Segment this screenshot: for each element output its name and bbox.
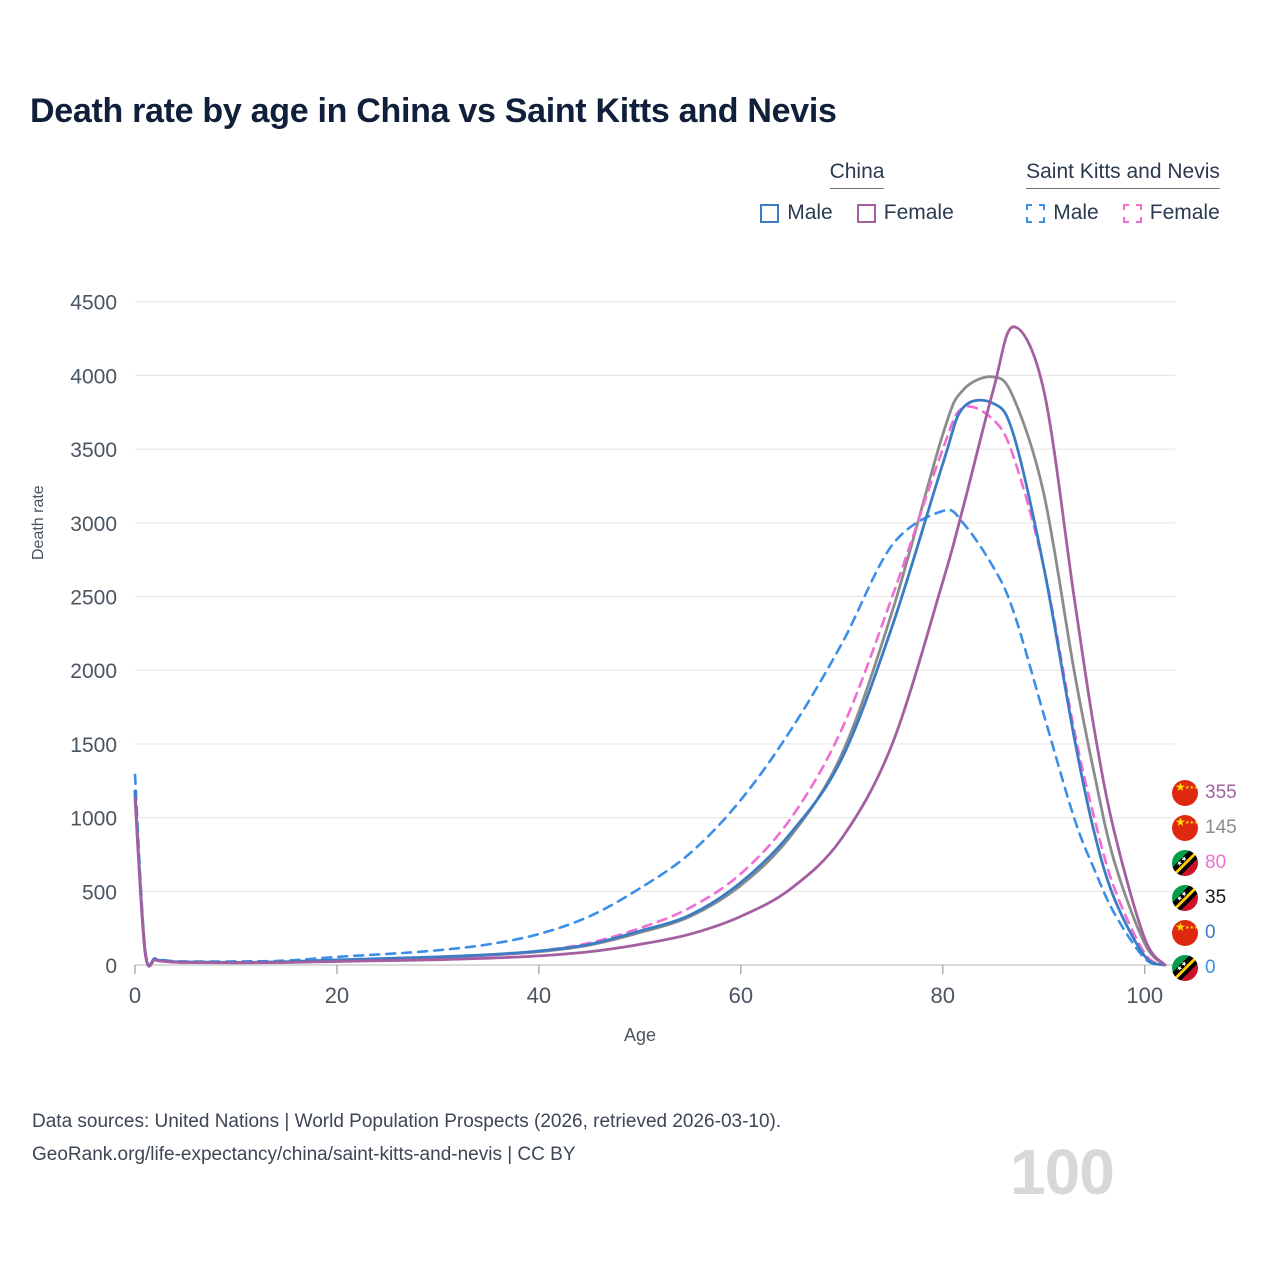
legend-swatch-icon bbox=[1123, 204, 1142, 223]
svg-text:60: 60 bbox=[728, 983, 754, 1008]
end-label-china-male bbox=[1172, 915, 1280, 950]
svg-text:0: 0 bbox=[105, 955, 117, 978]
legend-group-china bbox=[745, 160, 969, 225]
chart-legend bbox=[745, 160, 1265, 225]
chart-plot-area bbox=[0, 255, 1280, 1045]
end-label-skn-male-zero bbox=[1172, 950, 1280, 985]
svg-text:2500: 2500 bbox=[70, 586, 117, 610]
saint-kitts-and-nevis-flag-icon bbox=[1172, 885, 1198, 911]
china-flag-icon bbox=[1172, 920, 1198, 946]
china-flag-icon bbox=[1172, 780, 1198, 806]
watermark: 100 bbox=[1010, 1136, 1114, 1208]
legend-item-skn-male[interactable] bbox=[1026, 201, 1099, 225]
end-label-value: 35 bbox=[1205, 886, 1227, 908]
legend-item-skn-female[interactable] bbox=[1123, 201, 1220, 225]
china-flag-icon bbox=[1172, 815, 1198, 841]
x-axis-title: Age bbox=[623, 1025, 657, 1045]
end-label-skn-male bbox=[1172, 880, 1280, 915]
y-axis-title: Death rate bbox=[30, 485, 47, 560]
svg-text:1500: 1500 bbox=[70, 733, 117, 757]
end-label-china-male-secondary bbox=[1172, 810, 1280, 845]
page-title: Death rate by age in China vs Saint Kitts and Nevis bbox=[30, 92, 837, 130]
legend-swatch-icon bbox=[760, 204, 779, 223]
svg-text:4000: 4000 bbox=[70, 365, 117, 389]
end-label-skn-female bbox=[1172, 845, 1280, 880]
legend-swatch-icon bbox=[857, 204, 876, 223]
svg-text:20: 20 bbox=[324, 983, 350, 1008]
footer bbox=[32, 1105, 781, 1172]
end-label-value: 80 bbox=[1205, 851, 1227, 873]
series-line bbox=[135, 377, 1165, 966]
end-label-china-female bbox=[1172, 775, 1280, 810]
end-label-value: 145 bbox=[1205, 816, 1237, 838]
footer-line-2: GeoRank.org/life-expectancy/china/saint-kitts-and-nevis | CC BY bbox=[32, 1144, 576, 1166]
svg-text:80: 80 bbox=[930, 983, 956, 1008]
legend-item-china-male[interactable] bbox=[760, 201, 833, 225]
line-chart-svg bbox=[0, 255, 1280, 1045]
svg-text:100: 100 bbox=[1126, 983, 1164, 1008]
series-end-labels bbox=[1172, 775, 1280, 985]
legend-group-title-skn: Saint Kitts and Nevis bbox=[1026, 160, 1220, 189]
legend-group-saint-kitts-and-nevis bbox=[1005, 160, 1241, 225]
footer-line-1: Data sources: United Nations | World Population Prospects (2026, retrieved 2026-03-10). bbox=[32, 1111, 782, 1132]
svg-text:3000: 3000 bbox=[70, 512, 117, 536]
svg-text:40: 40 bbox=[526, 983, 552, 1008]
end-label-value: 0 bbox=[1205, 921, 1216, 943]
series-line bbox=[135, 510, 1165, 965]
svg-text:0: 0 bbox=[128, 983, 142, 1008]
legend-label: Male bbox=[787, 201, 833, 224]
svg-text:500: 500 bbox=[81, 881, 117, 905]
saint-kitts-and-nevis-flag-icon bbox=[1172, 850, 1198, 876]
svg-text:4500: 4500 bbox=[70, 291, 117, 315]
legend-label: Male bbox=[1053, 201, 1099, 224]
legend-label: Female bbox=[1149, 201, 1220, 224]
legend-swatch-icon bbox=[1026, 204, 1045, 223]
svg-text:2000: 2000 bbox=[70, 660, 117, 684]
svg-text:3500: 3500 bbox=[70, 439, 117, 463]
end-label-value: 0 bbox=[1205, 956, 1216, 978]
legend-item-china-female[interactable] bbox=[857, 201, 954, 225]
svg-text:1000: 1000 bbox=[70, 807, 117, 831]
legend-label: Female bbox=[883, 201, 954, 224]
saint-kitts-and-nevis-flag-icon bbox=[1172, 955, 1198, 981]
end-label-value: 355 bbox=[1205, 781, 1237, 803]
legend-group-title-china: China bbox=[830, 160, 885, 189]
